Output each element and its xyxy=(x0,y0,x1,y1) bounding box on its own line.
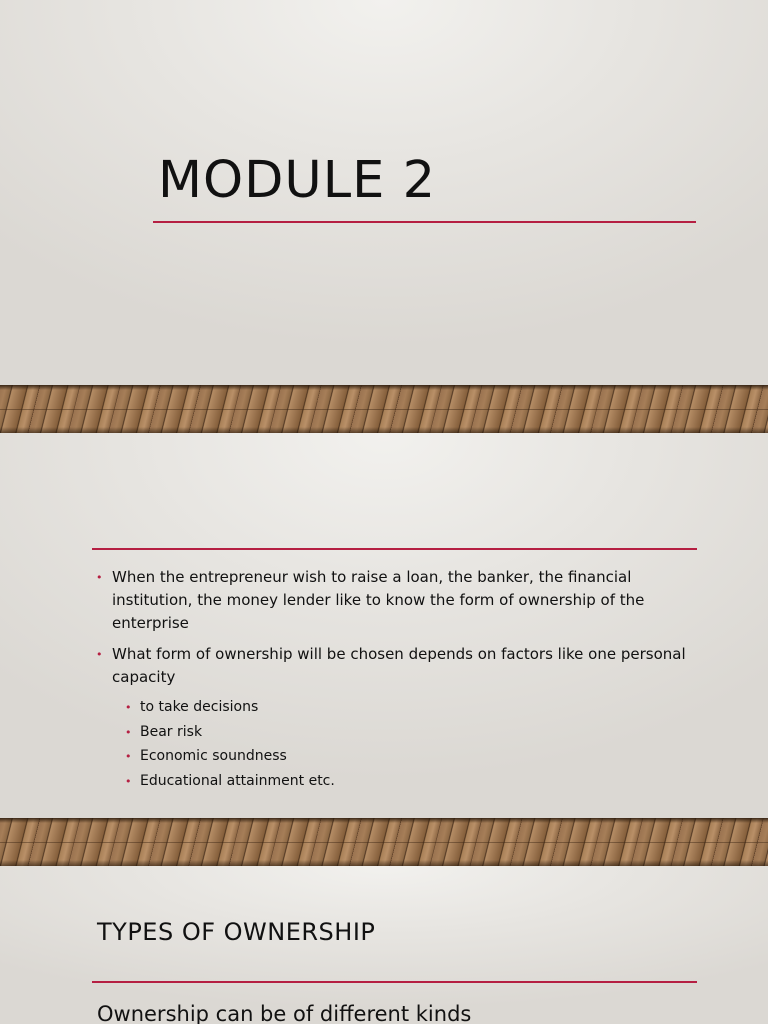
list-item xyxy=(96,643,696,689)
list-item xyxy=(96,566,696,635)
bullet-icon: • xyxy=(125,750,132,763)
sub-bullet-text: Educational attainment etc. xyxy=(140,772,335,789)
slide-title: MODULE 2 xyxy=(158,151,437,210)
title-underline xyxy=(153,221,696,223)
sub-bullet-text: Economic soundness xyxy=(140,748,287,764)
wood-floor-divider xyxy=(0,818,768,866)
bullet-icon: • xyxy=(125,725,132,739)
slide-title: TYPES OF OWNERSHIP xyxy=(97,918,376,946)
slide-2 xyxy=(0,433,768,818)
bullet-list xyxy=(96,566,696,795)
plank-seam xyxy=(0,409,768,410)
wood-floor-divider xyxy=(0,385,768,433)
sub-list-item xyxy=(96,697,696,717)
slide-3 xyxy=(0,866,768,1024)
sub-list-item xyxy=(96,746,696,766)
bullet-icon: • xyxy=(125,701,132,714)
bullet-text: When the entrepreneur wish to raise a loan, the banker, the financial institution, the money lender like to know the form of ownership of the enterprise xyxy=(112,568,645,632)
sub-bullet-text: to take decisions xyxy=(140,699,259,715)
bullet-icon: • xyxy=(96,648,103,661)
sub-list-item xyxy=(96,722,696,742)
bullet-icon: • xyxy=(125,774,132,788)
bullet-icon: • xyxy=(96,571,103,584)
title-underline xyxy=(92,548,697,550)
title-underline xyxy=(92,981,697,983)
bullet-text: What form of ownership will be chosen depends on factors like one personal capacity xyxy=(112,645,686,686)
slide-1 xyxy=(0,0,768,385)
slide-subtitle: Ownership can be of different kinds xyxy=(97,1002,472,1024)
sub-list-item xyxy=(96,771,696,791)
sub-bullet-text: Bear risk xyxy=(140,723,203,740)
plank-seam xyxy=(0,842,768,843)
